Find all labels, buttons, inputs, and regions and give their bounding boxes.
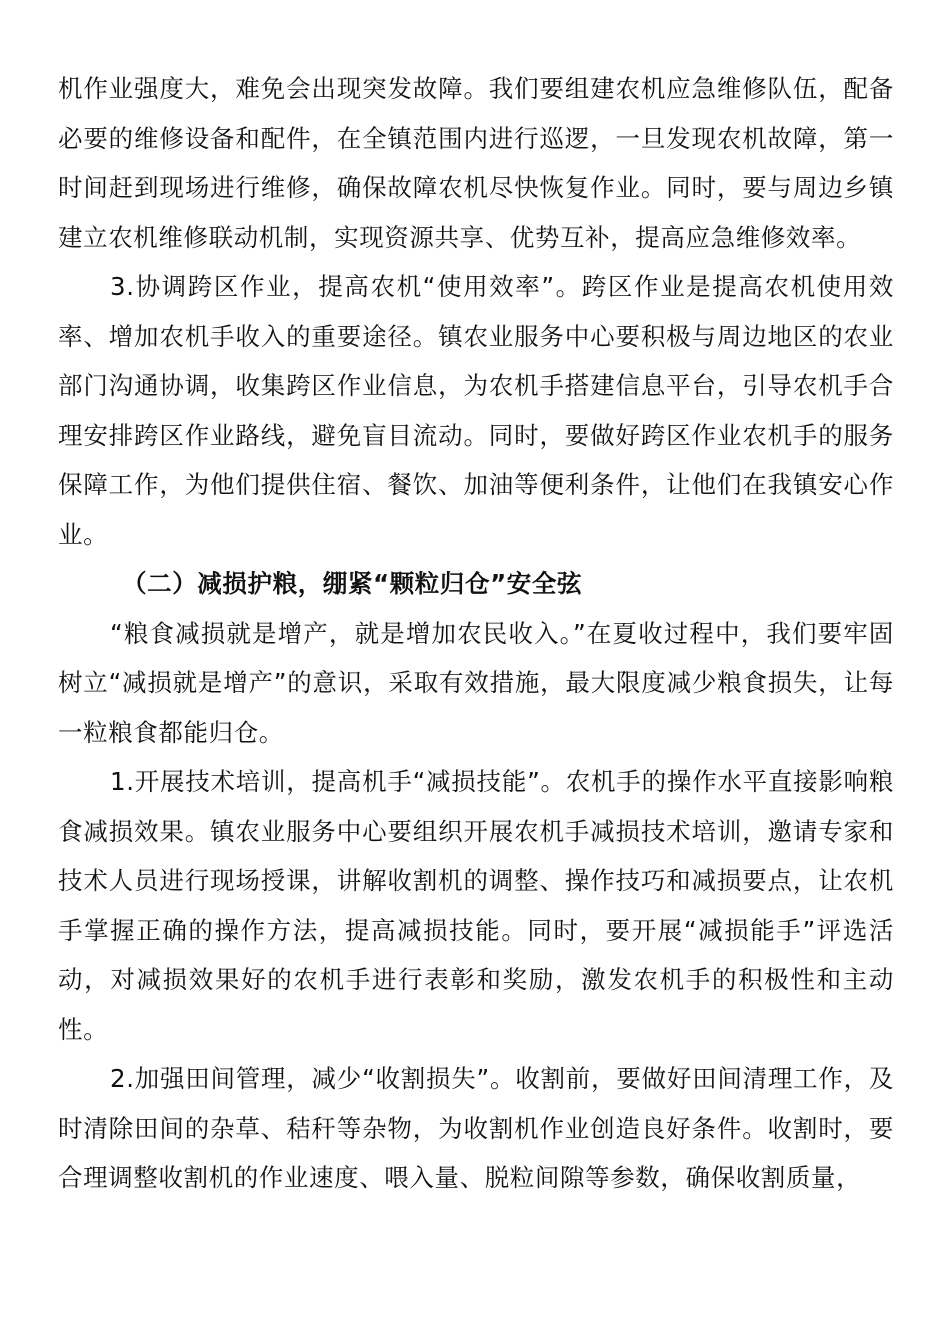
document-body <box>58 64 894 1203</box>
paragraph-cross-region: 3.协调跨区作业，提高农机“使用效率”。跨区作业是提高农机使用效率、增加农机手收入的重要途径。镇农业服务中心要积极与周边地区的农业部门沟通协调，收集跨区作业信息，为农机手搭建信息平台，引导农机手合理安排跨区作业路线，避免盲目流动。同时，要做好跨区作业农机手的服务保障工作，为他们提供住宿、餐饮、加油等便利条件，让他们在我镇安心作业。 <box>58 272 894 549</box>
paragraph-grain-saving: “粮食减损就是增产，就是增加农民收入。”在夏收过程中，我们要牢固树立“减损就是增产”的意识，采取有效措施，最大限度减少粮食损失，让每一粒粮食都能归仓。 <box>58 618 894 747</box>
paragraph-field-management: 2.加强田间管理，减少“收割损失”。收割前，要做好田间清理工作，及时清除田间的杂草、秸秆等杂物，为收割机作业创造良好条件。收割时，要合理调整收割机的作业速度、喂入量、脱粒间隙等参数，确保收割质量， <box>58 1064 894 1192</box>
section-heading-loss-reduction: （二）减损护粮，绷紧“颗粒归仓”安全弦 <box>122 569 583 598</box>
paragraph-repair-team: 机作业强度大，难免会出现突发故障。我们要组建农机应急维修队伍，配备必要的维修设备和配件，在全镇范围内进行巡逻，一旦发现农机故障，第一时间赶到现场进行维修，确保故障农机尽快恢复作业。同时，要与周边乡镇建立农机维修联动机制，实现资源共享、优势互补，提高应急维修效率。 <box>58 74 894 252</box>
paragraph-training: 1.开展技术培训，提高机手“减损技能”。农机手的操作水平直接影响粮食减损效果。镇农业服务中心要组织开展农机手减损技术培训，邀请专家和技术人员进行现场授课，讲解收割机的调整、操作技巧和减损要点，让农机手掌握正确的操作方法，提高减损技能。同时，要开展“减损能手”评选活动，对减损效果好的农机手进行表彰和奖励，激发农机手的积极性和主动性。 <box>58 767 894 1044</box>
